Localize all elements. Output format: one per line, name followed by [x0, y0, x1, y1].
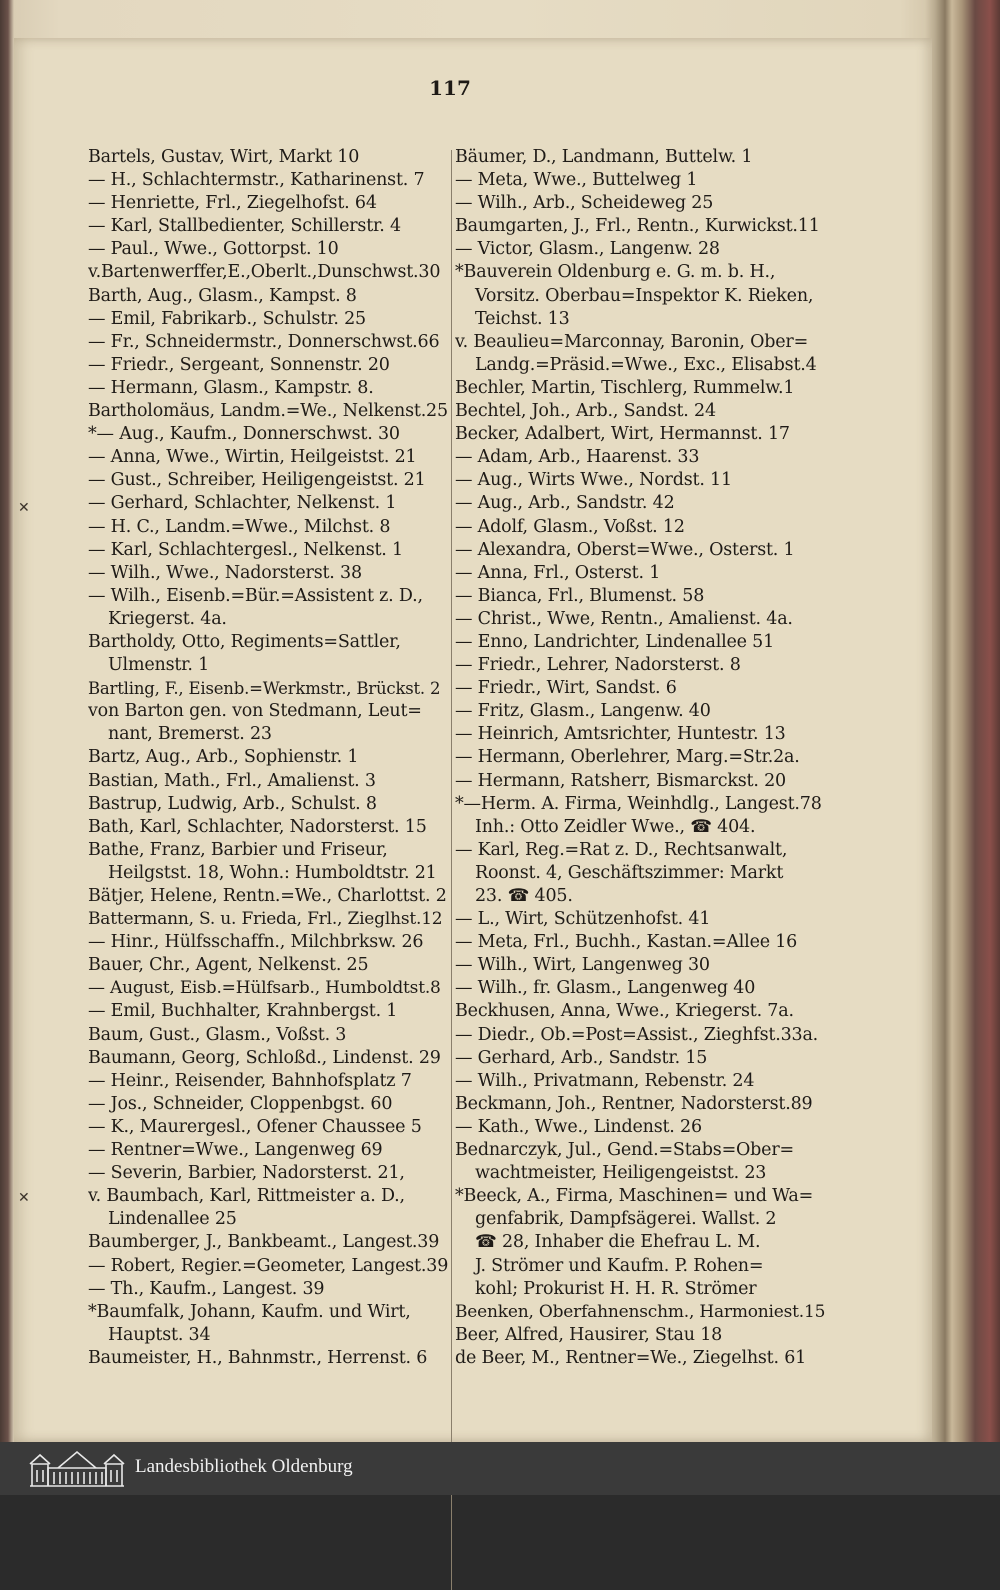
directory-entry-line: Bath, Karl, Schlachter, Nadorsterst. 15 [88, 816, 427, 837]
directory-entry-line: Bathe, Franz, Barbier und Friseur, [88, 839, 388, 860]
directory-entry-line: — Anna, Wwe., Wirtin, Heilgeistst. 21 [88, 447, 417, 468]
directory-entry-line: Bauer, Chr., Agent, Nelkenst. 25 [88, 955, 369, 976]
directory-entry-line: Roonst. 4, Geschäftszimmer: Markt [475, 862, 784, 883]
directory-entry-line: — Aug., Arb., Sandstr. 42 [455, 493, 675, 514]
directory-entry-line: Battermann, S. u. Frieda, Frl., Zieglhst.12 [88, 909, 443, 930]
right-column [455, 146, 825, 1370]
directory-entry-line: — Robert, Regier.=Geometer, Langest.39 [88, 1255, 448, 1276]
footer-bar [0, 1442, 1000, 1495]
column-divider [451, 150, 452, 1590]
directory-entry-line: — Bianca, Frl., Blumenst. 58 [455, 585, 705, 606]
directory-entry-line: — Anna, Frl., Osterst. 1 [455, 562, 661, 583]
directory-entry-line: Bartz, Aug., Arb., Sophienstr. 1 [88, 747, 359, 768]
directory-entry-line: J. Strömer und Kaufm. P. Rohen= [475, 1255, 764, 1276]
directory-entry-line: — Wilh., Wirt, Langenweg 30 [455, 955, 710, 976]
directory-entry-line: — Gerhard, Arb., Sandstr. 15 [455, 1047, 708, 1068]
directory-entry-line: Beenken, Oberfahnenschm., Harmoniest.15 [455, 1301, 825, 1322]
directory-entry-line: — Friedr., Sergeant, Sonnenstr. 20 [88, 354, 390, 375]
directory-entry-line: Bartling, F., Eisenb.=Werkmstr., Brückst. 2 [88, 679, 441, 699]
directory-entry-line: — Karl, Stallbedienter, Schillerstr. 4 [88, 216, 401, 237]
directory-entry-line: Bäumer, D., Landmann, Buttelw. 1 [455, 147, 753, 167]
directory-entry-line: — Fr., Schneidermstr., Donnerschwst.66 [88, 331, 440, 352]
directory-entry-line: v. Beaulieu=Marconnay, Baronin, Ober= [455, 331, 809, 352]
directory-entry-line: *Bauverein Oldenburg e. G. m. b. H., [455, 262, 776, 283]
directory-entry-line: — Emil, Fabrikarb., Schulstr. 25 [88, 308, 366, 329]
directory-entry-line: Baumgarten, J., Frl., Rentn., Kurwickst.11 [455, 216, 820, 237]
directory-entry-line: Kriegerst. 4a. [108, 608, 227, 629]
directory-entry-line: de Beer, M., Rentner=We., Ziegelhst. 61 [455, 1347, 807, 1368]
directory-entry-line: — Fritz, Glasm., Langenw. 40 [455, 701, 711, 722]
directory-entry-line: — Heinr., Reisender, Bahnhofsplatz 7 [88, 1070, 412, 1091]
directory-entry-line: — August, Eisb.=Hülfsarb., Humboldtst.8 [88, 978, 441, 999]
directory-entry-line: Baumeister, H., Bahnmstr., Herrenst. 6 [88, 1347, 428, 1368]
directory-entry-line: Bastian, Math., Frl., Amalienst. 3 [88, 770, 376, 791]
directory-entry-line: Baumberger, J., Bankbeamt., Langest.39 [88, 1232, 440, 1253]
directory-entry-line: Beckmann, Joh., Rentner, Nadorsterst.89 [455, 1093, 813, 1114]
directory-entry-line: Inh.: Otto Zeidler Wwe., ☎ 404. [475, 816, 756, 837]
directory-entry-line: Becker, Adalbert, Wirt, Hermannst. 17 [455, 424, 790, 445]
directory-entry-line: — Rentner=Wwe., Langenweg 69 [88, 1140, 383, 1161]
directory-entry-line: Lindenallee 25 [108, 1209, 237, 1230]
directory-entry-line: — Kath., Wwe., Lindenst. 26 [455, 1116, 702, 1137]
directory-entry-line: Bartholomäus, Landm.=We., Nelkenst.25 [88, 401, 448, 422]
directory-entry-line: Baumann, Georg, Schloßd., Lindenst. 29 [88, 1047, 441, 1068]
directory-entry-line: — Hermann, Glasm., Kampstr. 8. [88, 377, 374, 398]
directory-entry-line: — H. C., Landm.=Wwe., Milchst. 8 [88, 516, 391, 537]
margin-mark: ✕ [18, 500, 30, 516]
directory-entry-line: — Wilh., Eisenb.=Bür.=Assistent z. D., [88, 585, 423, 606]
directory-entry-line: *Baumfalk, Johann, Kaufm. und Wirt, [88, 1301, 411, 1322]
directory-entry-line: — Wilh., fr. Glasm., Langenweg 40 [455, 978, 756, 999]
directory-entry-line: Barth, Aug., Glasm., Kampst. 8 [88, 285, 357, 306]
directory-entry-line: Beckhusen, Anna, Wwe., Kriegerst. 7a. [455, 1001, 794, 1022]
directory-entry-line: Landg.=Präsid.=Wwe., Exc., Elisabst.4 [475, 354, 817, 375]
directory-entry-line: Bechler, Martin, Tischlerg, Rummelw.1 [455, 377, 795, 398]
directory-entry-line: — Enno, Landrichter, Lindenallee 51 [455, 631, 775, 652]
library-name: Landesbibliothek Oldenburg [135, 1456, 353, 1477]
directory-entry-line: — Adam, Arb., Haarenst. 33 [455, 447, 700, 468]
directory-entry-line: nant, Bremerst. 23 [108, 724, 272, 745]
directory-entry-line: — K., Maurergesl., Ofener Chaussee 5 [88, 1116, 422, 1137]
directory-entry-line: — Adolf, Glasm., Voßst. 12 [455, 516, 685, 537]
directory-entry-line: — Th., Kaufm., Langest. 39 [88, 1278, 325, 1299]
directory-entry-line: ☎ 28, Inhaber die Ehefrau L. M. [475, 1232, 761, 1253]
directory-entry-line: — Christ., Wwe, Rentn., Amalienst. 4a. [455, 608, 793, 629]
directory-entry-line: — Hermann, Ratsherr, Bismarckst. 20 [455, 770, 786, 791]
directory-entry-line: — Karl, Schlachtergesl., Nelkenst. 1 [88, 539, 403, 560]
directory-entry-line: Bätjer, Helene, Rentn.=We., Charlottst. 2 [88, 886, 447, 906]
directory-entry-line: Baum, Gust., Glasm., Voßst. 3 [88, 1024, 347, 1045]
directory-entry-line: — Diedr., Ob.=Post=Assist., Zieghfst.33a. [455, 1024, 819, 1045]
directory-entry-line: Bechtel, Joh., Arb., Sandst. 24 [455, 401, 716, 422]
directory-entry-line: — Jos., Schneider, Cloppenbgst. 60 [88, 1093, 393, 1114]
directory-entry-line: Ulmenstr. 1 [108, 655, 210, 676]
directory-entry-line: 23. ☎ 405. [475, 886, 573, 906]
directory-entry-line: — Meta, Wwe., Buttelweg 1 [455, 170, 698, 191]
library-building-icon [28, 1448, 126, 1488]
directory-entry-line: — Friedr., Wirt, Sandst. 6 [455, 678, 677, 699]
directory-entry-line: — Alexandra, Oberst=Wwe., Osterst. 1 [455, 539, 795, 560]
directory-entry-line: v.Bartenwerffer,E.,Oberlt.,Dunschwst.30 [88, 262, 441, 283]
directory-entry-line: *Beeck, A., Firma, Maschinen= und Wa= [455, 1186, 814, 1207]
directory-entry-line: — Gust., Schreiber, Heiligengeistst. 21 [88, 470, 426, 491]
directory-entry-line: wachtmeister, Heiligengeistst. 23 [475, 1163, 767, 1184]
directory-entry-line: — Paul., Wwe., Gottorpst. 10 [88, 239, 339, 260]
directory-entry-line: Heilgstst. 18, Wohn.: Humboldtstr. 21 [108, 862, 437, 883]
directory-entry-line: — L., Wirt, Schützenhofst. 41 [455, 909, 711, 930]
directory-entry-line: — Henriette, Frl., Ziegelhofst. 64 [88, 193, 377, 214]
directory-entry-line: — Aug., Wirts Wwe., Nordst. 11 [455, 470, 732, 491]
directory-entry-line: Hauptst. 34 [108, 1324, 211, 1345]
directory-entry-line: — Friedr., Lehrer, Nadorsterst. 8 [455, 655, 741, 676]
directory-entry-line: — H., Schlachtermstr., Katharinenst. 7 [88, 170, 425, 191]
directory-entry-line: *— Aug., Kaufm., Donnerschwst. 30 [88, 424, 400, 445]
directory-entry-line: Bednarczyk, Jul., Gend.=Stabs=Ober= [455, 1140, 794, 1161]
directory-entry-line: — Victor, Glasm., Langenw. 28 [455, 239, 720, 260]
directory-entry-line: — Heinrich, Amtsrichter, Huntestr. 13 [455, 724, 786, 745]
directory-entry-line: — Wilh., Privatmann, Rebenstr. 24 [455, 1070, 755, 1091]
directory-entry-line: *—Herm. A. Firma, Weinhdlg., Langest.78 [455, 793, 822, 814]
directory-entry-line: — Hermann, Oberlehrer, Marg.=Str.2a. [455, 747, 800, 768]
directory-entry-line: Beer, Alfred, Hausirer, Stau 18 [455, 1324, 723, 1345]
margin-mark: ✕ [18, 1190, 30, 1206]
directory-entry-line: v. Baumbach, Karl, Rittmeister a. D., [88, 1186, 405, 1207]
directory-entry-line: Bastrup, Ludwig, Arb., Schulst. 8 [88, 793, 377, 814]
directory-entry-line: — Wilh., Wwe., Nadorsterst. 38 [88, 562, 362, 583]
directory-entry-line: Teichst. 13 [475, 308, 570, 329]
directory-entry-line: — Severin, Barbier, Nadorsterst. 21, [88, 1163, 405, 1184]
directory-entry-line: — Karl, Reg.=Rat z. D., Rechtsanwalt, [455, 839, 788, 860]
directory-entry-line: genfabrik, Dampfsägerei. Wallst. 2 [475, 1209, 777, 1230]
directory-entry-line: — Meta, Frl., Buchh., Kastan.=Allee 16 [455, 932, 798, 953]
directory-entry-line: Vorsitz. Oberbau=Inspektor K. Rieken, [475, 285, 814, 306]
directory-entry-line: kohl; Prokurist H. H. R. Strömer [475, 1278, 757, 1299]
directory-entry-line: — Gerhard, Schlachter, Nelkenst. 1 [88, 493, 397, 514]
directory-entry-line: von Barton gen. von Stedmann, Leut= [88, 701, 422, 722]
left-column [88, 146, 448, 1370]
directory-entry-line: — Hinr., Hülfsschaffn., Milchbrksw. 26 [88, 932, 424, 953]
directory-entry-line: Bartholdy, Otto, Regiments=Sattler, [88, 631, 401, 652]
directory-entry-line: — Emil, Buchhalter, Krahnbergst. 1 [88, 1001, 398, 1022]
page-number: 117 [429, 76, 471, 100]
directory-entry-line: — Wilh., Arb., Scheideweg 25 [455, 193, 714, 214]
directory-entry-line: Bartels, Gustav, Wirt, Markt 10 [88, 147, 360, 167]
